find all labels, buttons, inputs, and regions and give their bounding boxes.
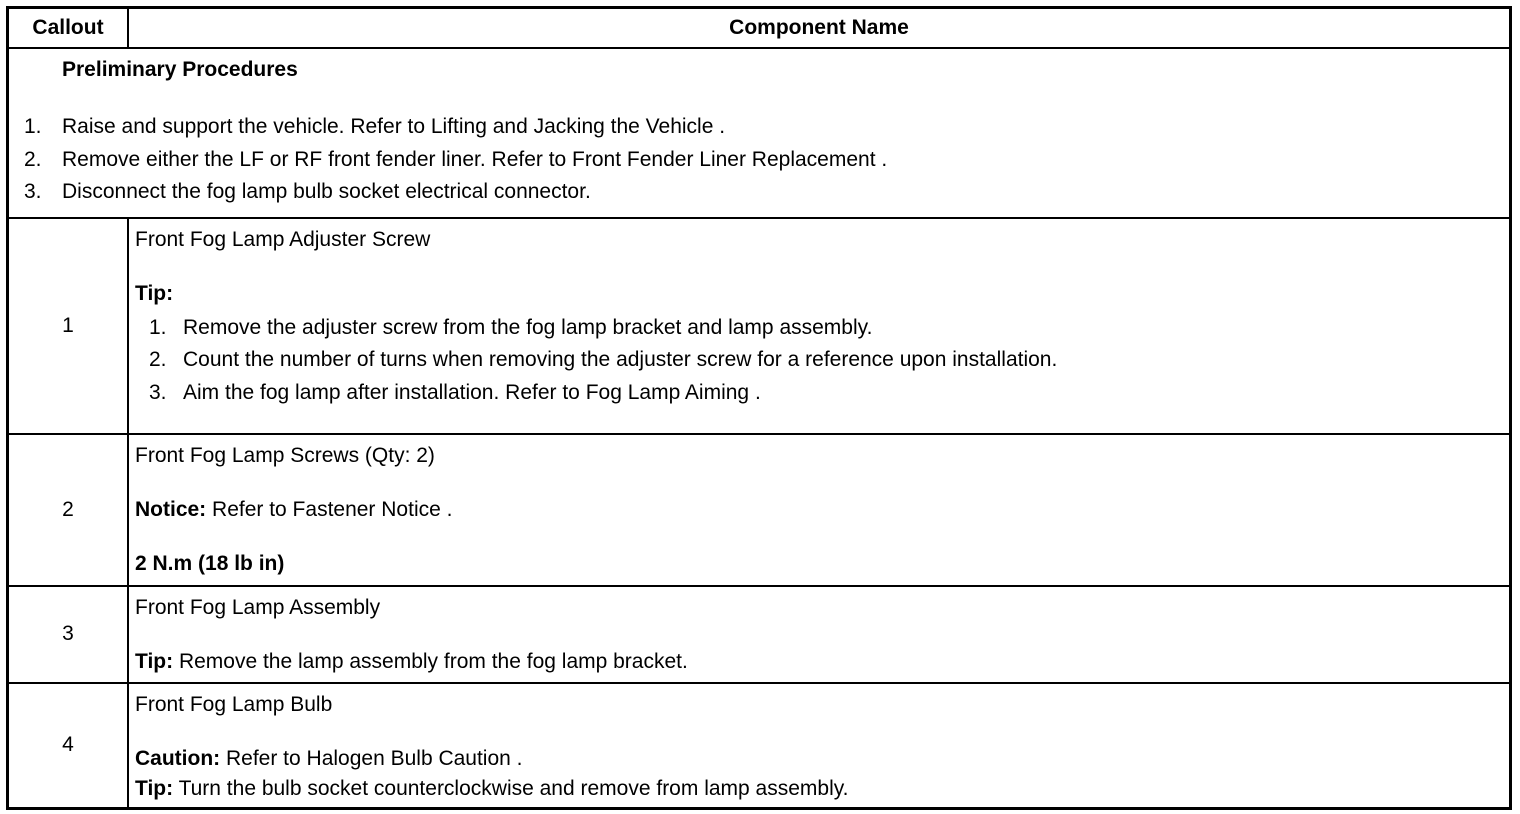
- component-name: Front Fog Lamp Assembly: [135, 595, 381, 619]
- table-row: [9, 434, 1509, 586]
- step-text: Count the number of turns when removing the adjuster screw for a reference upon installation.: [183, 348, 1058, 371]
- tip-step: [135, 344, 1509, 377]
- preliminary-procedures-title: Preliminary Procedures: [62, 58, 298, 81]
- tip-label: Tip:: [135, 281, 174, 305]
- callout-number: 4: [9, 683, 128, 807]
- step-text: Disconnect the fog lamp bulb socket electrical connector.: [62, 180, 591, 203]
- component-name: Front Fog Lamp Screws (Qty: 2): [135, 443, 435, 467]
- component-table: [9, 9, 1509, 807]
- tip-step: [135, 312, 1509, 345]
- component-name: Front Fog Lamp Adjuster Screw: [135, 227, 431, 251]
- notice-text: Refer to Fastener Notice .: [206, 497, 453, 521]
- table-header-row: [9, 9, 1509, 48]
- component-description: [128, 683, 1509, 807]
- table-row: [9, 218, 1509, 434]
- step-number: 3.: [24, 180, 42, 203]
- step-number: 3.: [149, 380, 167, 404]
- step-number: 2.: [149, 348, 167, 371]
- notice-label: Notice:: [135, 497, 207, 521]
- step-text: Raise and support the vehicle. Refer to Lifting and Jacking the Vehicle .: [62, 115, 726, 138]
- caution-line: [135, 746, 1509, 772]
- component-description: [128, 218, 1509, 434]
- table-row: [9, 683, 1509, 807]
- tip-line: [135, 776, 1509, 802]
- callout-number: 1: [9, 218, 128, 434]
- callout-number: 2: [9, 434, 128, 586]
- step-text: Aim the fog lamp after installation. Refer to Fog Lamp Aiming .: [183, 380, 761, 404]
- tip-label: Tip:: [135, 776, 174, 800]
- preliminary-step: [9, 144, 1509, 177]
- preliminary-step: [9, 111, 1509, 144]
- component-description: [128, 434, 1509, 586]
- step-number: 1.: [24, 115, 42, 138]
- notice-line: [135, 497, 1509, 523]
- callout-column-header: Callout: [9, 9, 128, 48]
- step-number: 1.: [149, 315, 167, 339]
- tip-text: Turn the bulb socket counterclockwise and remove from lamp assembly.: [173, 776, 849, 800]
- torque-spec: 2 N.m (18 lb in): [135, 551, 285, 575]
- preliminary-step: [9, 176, 1509, 209]
- component-description: [128, 586, 1509, 683]
- tip-label: Tip:: [135, 649, 174, 673]
- step-text: Remove either the LF or RF front fender liner. Refer to Front Fender Liner Replacement .: [62, 147, 888, 171]
- caution-text: Refer to Halogen Bulb Caution .: [220, 746, 523, 770]
- caution-label: Caution:: [135, 746, 221, 770]
- preliminary-procedures-row: [9, 48, 1509, 218]
- step-text: Remove the adjuster screw from the fog lamp bracket and lamp assembly.: [183, 315, 873, 339]
- tip-line: [135, 649, 1509, 675]
- step-number: 2.: [24, 147, 42, 171]
- tip-text: Remove the lamp assembly from the fog lamp bracket.: [173, 649, 688, 673]
- component-name-column-header: Component Name: [128, 9, 1509, 48]
- tip-step: [135, 377, 1509, 410]
- preliminary-procedures-cell: [9, 48, 1509, 218]
- callout-number: 3: [9, 586, 128, 683]
- procedure-table-frame: [6, 6, 1512, 810]
- component-name: Front Fog Lamp Bulb: [135, 692, 333, 716]
- table-row: [9, 586, 1509, 683]
